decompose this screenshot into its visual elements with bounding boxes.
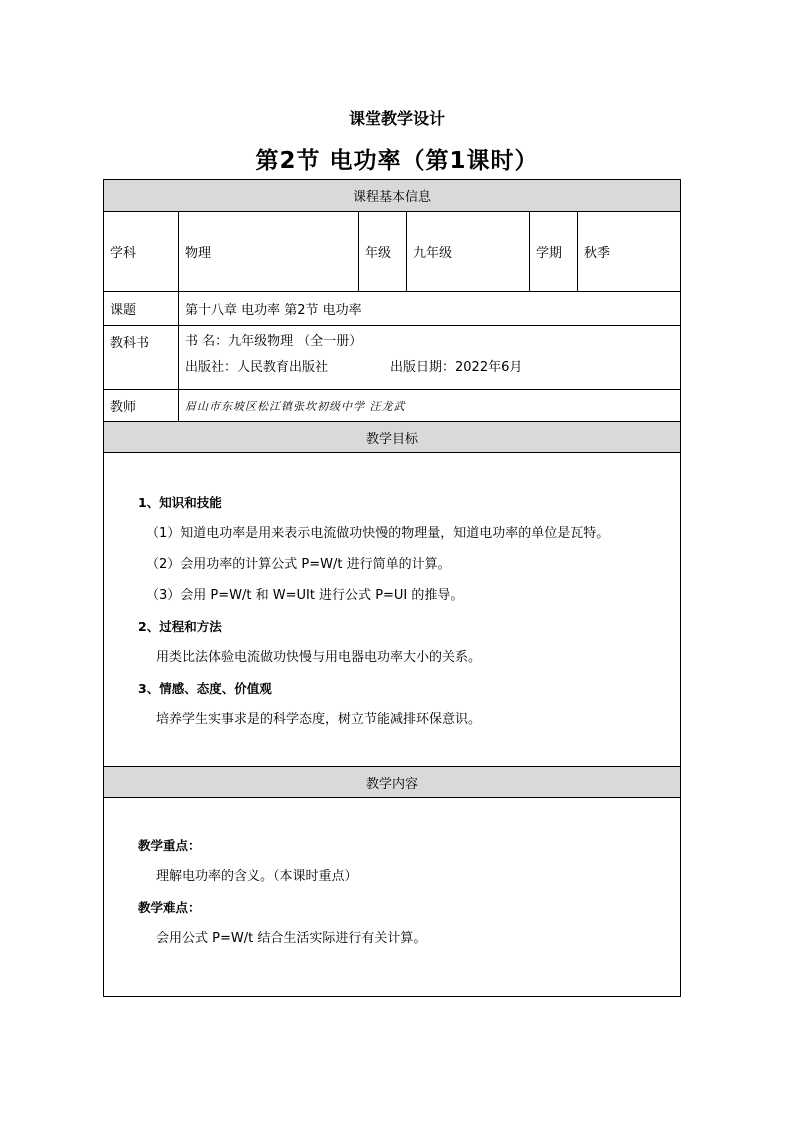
objective-item: （2）会用功率的计算公式 P=W/t 进行简单的计算。 xyxy=(146,557,451,572)
objective-item: 培养学生实事求是的科学态度，树立节能减排环保意识。 xyxy=(156,712,482,727)
content-header: 教学内容 xyxy=(104,767,681,798)
objective-item: （3）会用 P=W/t 和 W=UIt 进行公式 P=UI 的推导。 xyxy=(146,588,464,603)
document-title: 课堂教学设计 xyxy=(348,109,445,128)
basic-info-header: 课程基本信息 xyxy=(104,180,681,212)
lesson-plan-table xyxy=(103,179,681,997)
table-row xyxy=(104,212,681,292)
objective-heading: 2、过程和方法 xyxy=(138,619,222,634)
grade-label: 年级 xyxy=(359,212,407,292)
difficulty-label: 教学难点： xyxy=(138,900,201,915)
teacher-value: 眉山市东坡区松江镇张坎初级中学 汪龙武 xyxy=(179,390,681,422)
difficulty-text: 会用公式 P=W/t 结合生活实际进行有关计算。 xyxy=(156,931,427,946)
table-row xyxy=(104,422,681,453)
term-value: 秋季 xyxy=(578,212,681,292)
textbook-date: 出版日期：2022年6月 xyxy=(390,360,523,375)
table-row xyxy=(104,326,681,390)
lesson-title: 第2节 电功率（第1课时） xyxy=(255,148,539,174)
term-label: 学期 xyxy=(530,212,578,292)
objective-heading: 1、知识和技能 xyxy=(138,495,222,510)
table-row xyxy=(104,390,681,422)
table-row xyxy=(104,798,681,997)
table-row xyxy=(104,292,681,326)
subject-value: 物理 xyxy=(179,212,359,292)
objectives-header: 教学目标 xyxy=(104,422,681,453)
textbook-label: 教科书 xyxy=(104,326,179,390)
objective-item: 用类比法体验电流做功快慢与用电器电功率大小的关系。 xyxy=(156,650,482,665)
topic-label: 课题 xyxy=(104,292,179,326)
key-point-text: 理解电功率的含义。（本课时重点） xyxy=(156,869,358,884)
table-row xyxy=(104,180,681,212)
subject-label: 学科 xyxy=(104,212,179,292)
textbook-info xyxy=(179,326,681,390)
textbook-publisher: 出版社：人民教育出版社 xyxy=(185,360,329,375)
textbook-publisher-line xyxy=(185,355,680,381)
grade-value: 九年级 xyxy=(407,212,530,292)
table-row xyxy=(104,767,681,798)
objective-heading: 3、情感、态度、价值观 xyxy=(138,681,272,696)
objective-item: （1）知道电功率是用来表示电流做功快慢的物理量，知道电功率的单位是瓦特。 xyxy=(146,526,610,541)
topic-value: 第十八章 电功率 第2节 电功率 xyxy=(179,292,681,326)
table-row xyxy=(104,453,681,767)
teacher-label: 教师 xyxy=(104,390,179,422)
objectives-content xyxy=(104,453,681,767)
textbook-name: 书 名：九年级物理 （全一册） xyxy=(185,334,363,349)
teaching-content xyxy=(104,798,681,997)
key-point-label: 教学重点： xyxy=(138,838,201,853)
